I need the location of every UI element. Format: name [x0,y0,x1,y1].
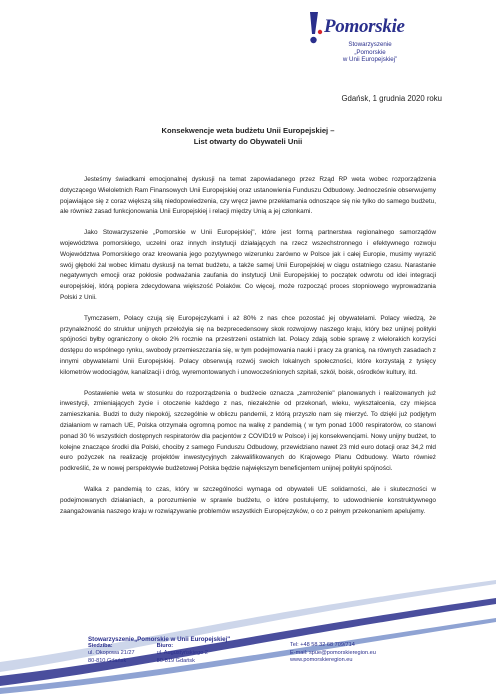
logo-subtitle-line: w Unii Europejskiej” [342,56,398,64]
letter-body [60,175,436,527]
body-paragraph: Jako Stowarzyszenie „Pomorskie w Unii Europejskiej", które jest formą partnerstwa regionalnego samorządów województwa pomorskiego, uczelni oraz innych instytucji działających na rzecz wszechstronnego i efektywnego rozwoju Województwa Pomorskiego oraz kreowania jego pozytywnego wizerunku zarówno w Polsce jak i całej Europie, musimy wyrazić swój głęboki żal wobec klimatu dyskusji na temat budżetu, a także samej Unii Europejskiej w ciągu ostatniego czasu. Narastanie negatywnych emocji oraz pokłosie podważania zaufania do instytucji Unii Europejskiej to początek odwrotu od idei integracji europejskiej, którą popiera zdecydowana większość Polaków. Co więcej, może rozpocząć proces stopniowego wyprowadzania Polski z Unii. [60,229,436,301]
footer-office-address-line: 80-819 Gdańsk [156,657,195,664]
letter-title [60,126,436,147]
title-line: List otwarty do Obywateli Unii [193,136,303,146]
letter-date: Gdańsk, 1 grudnia 2020 roku [341,94,442,103]
body-paragraph: Jesteśmy świadkami emocjonalnej dyskusji na temat zapowiadanego przez Rząd RP weta wobec rozporządzenia dotyczącego Wieloletnich Ram Finansowych Unii Europejskiej oraz ustanowienia Funduszu Odbudowy. Jednocześnie obserwujemy pojawiające się z coraz większą siłą niedopowiedzenia, czy wręcz jawne przekłamania odnoszące się nie tylko do samego budżetu, ale również zasad funkcjonowania Unii Europejskiej i relacji między Unią a jej członkami. [60,176,436,216]
footer-seat-label: Siedziba: [88,643,113,650]
logo-subtitle-line: Stowarzyszenie [348,41,392,48]
title-line: Konsekwencje weta budżetu Unii Europejskiej – [161,126,335,135]
footer-address-columns [88,643,278,665]
footer-phone: Tel: +48 58 32 68 709/714 [290,642,355,648]
footer-address-block [88,636,278,665]
footer-seat-address-line: 80-810 Gdańsk [88,657,127,664]
footer-website[interactable]: www.pomorskieregion.eu [290,657,353,664]
footer-contact-block [290,642,376,665]
footer-office-address-line: ul. Augustyńskiego 2 [156,650,208,657]
footer-seat-column [88,643,135,665]
footer-office-label: Biuro: [156,643,174,650]
body-paragraph: Walka z pandemią to czas, który w szczególności wymaga od obywateli UE solidarności, ale i skuteczności w podejmowanych działaniach, a porozumienie w sprawie budżetu, o które postulujemy, to udowodnienie konstruktywnego zaangażowania naszego kraju w rozwiązywanie problemów wszystkich Europejczyków, o co z pełnym przekonaniem apelujemy. [60,485,436,515]
logo-subtitle-line: „Pomorskie [354,48,386,56]
footer-office-column [157,643,208,665]
footer-email[interactable]: E-mail: spue@pomorskieregion.eu [290,649,376,656]
logo-wordmark: Pomorskie [324,16,405,37]
footer-organization: Stowarzyszenie„Pomorskie w Unii Europejskiej" [88,636,231,643]
logo-subtitle [328,41,412,64]
footer-seat-address-line: ul. Okopowa 21/27 [88,650,135,657]
organization-logo [300,8,410,70]
body-paragraph: Tymczasem, Polacy czują się Europejczykami i aż 80% z nas chce pozostać jej obywatelami. Polacy wiedzą, że przynależność do struktur unijnych przełożyła się na bezprecedensowy skok rozwojowy naszego kraju, który bez unijnej polityki spójności byłby ograniczony o około 2% rocznie na przestrzeni ostatnich lat. Polacy zdają sobie sprawę z wielorakich korzyści dostępu do wspólnego rynku, swobody przemieszczania się, w tym podejmowania nauki i pracy za granicą, na równych zasadach z innymi obywatelami Unii Europejskiej. Polacy obserwują rozwój swoich lokalnych społeczności, które korzystają z tysięcy kilometrów wodociągów, kanalizacji i dróg, wyremontowanych i unowocześnionych szpitali, szkół, boisk, ośrodków kultury, itd. [60,314,436,376]
body-paragraph: Postawienie weta w stosunku do rozporządzenia o budżecie oznacza „zamrożenie" planowanych i realizowanych już inwestycji, zmieniających życie i otoczenie każdego z nas, niezależnie od przekonań, wieku, wykształcenia, czy miejsca zamieszkania. Budzi to duży niepokój, szczególnie w obliczu pandemii, z którą przyszło nam się mierzyć. To dzięki już podjętym działaniom w ramach UE, Polska otrzymała ogromną pomoc na walkę z pandemią ( w tym ponad 1000 respiratorów, co stanowi ponad 30 % wszystkich dostępnych respiratorów dla pacjentów z COVID19 w Polsce) i jej konsekwencjami. Nowy unijny budżet, to kolejne znaczące środki dla Polski, chociby z samego Funduszu Odbudowy, przewidziano nawet 23 mld euro dotacji oraz 34,2 mld euro pożyczek na realizację projektów inwestycyjnych zakwalifikowanych do Krajowego Planu Odbudowy. Warto również podkreślić, że w nowej perspektywie budżetowej Polska będzie największym beneficjentem unijnej polityki spójności. [60,389,436,473]
